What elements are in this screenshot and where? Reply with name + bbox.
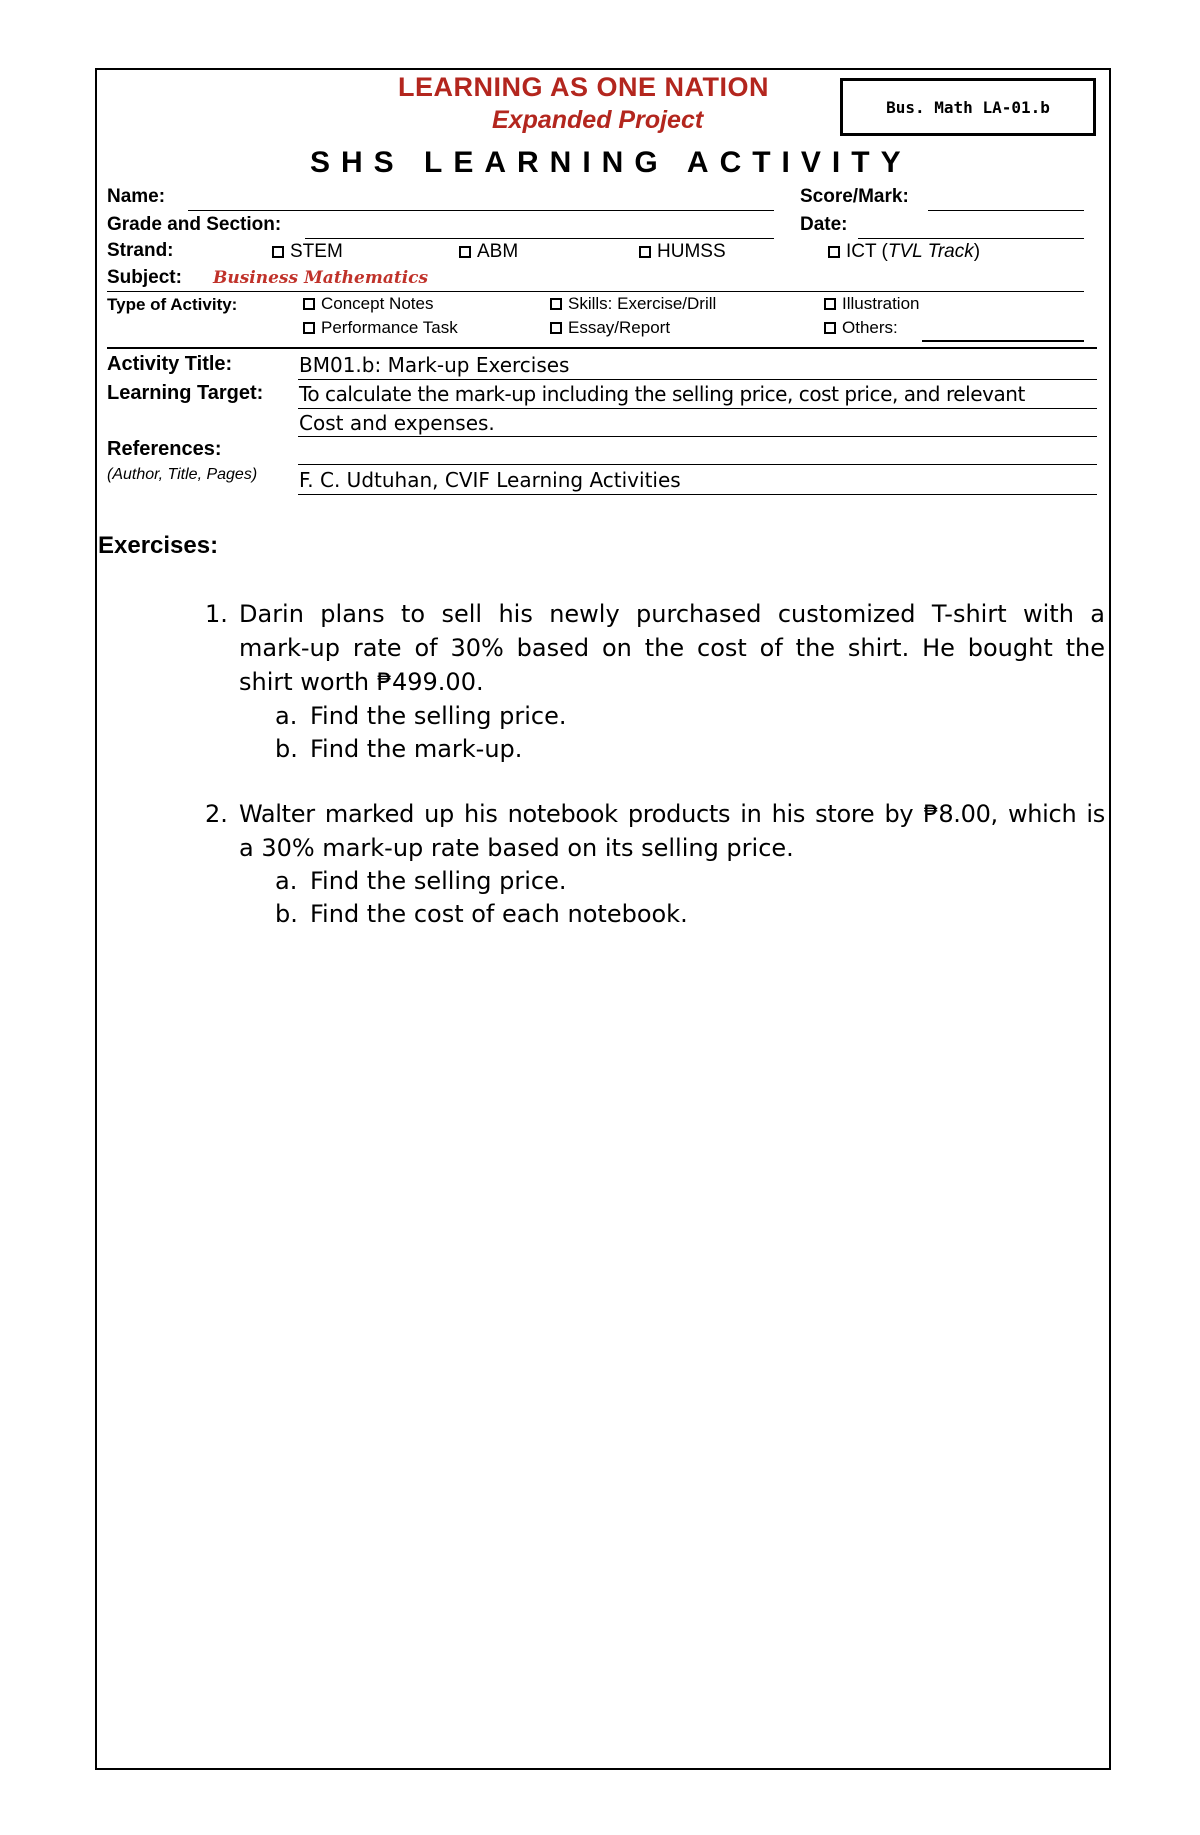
activity-title-value: BM01.b: Mark-up Exercises xyxy=(299,353,570,377)
checkbox-icon[interactable] xyxy=(303,298,315,310)
exercise-line: Darin plans to sell his newly purchased customized T-shirt with a xyxy=(239,600,1105,628)
type-option-essay-report[interactable] xyxy=(550,318,670,338)
subject-label: Subject: xyxy=(107,267,182,288)
checkbox-icon[interactable] xyxy=(550,298,562,310)
checkbox-icon[interactable] xyxy=(828,246,840,258)
type-option-label: Others: xyxy=(842,318,898,337)
strand-option-ict-track: TVL Track xyxy=(887,241,974,262)
strand-option-humss[interactable] xyxy=(639,241,726,263)
header-subtitle: Expanded Project xyxy=(492,106,704,134)
grade-section-field-line[interactable] xyxy=(305,238,774,239)
type-option-concept-notes[interactable] xyxy=(303,294,433,314)
exercise-number: 1. xyxy=(205,600,228,628)
strand-option-label: HUMSS xyxy=(657,241,726,262)
checkbox-icon[interactable] xyxy=(824,298,836,310)
type-option-label: Concept Notes xyxy=(321,294,434,313)
subject-divider xyxy=(107,291,1084,292)
strand-option-ict-label: ICT ( xyxy=(846,241,888,262)
exercise-line: mark-up rate of 30% based on the cost of the shirt. He bought the xyxy=(239,634,1105,662)
name-field-line[interactable] xyxy=(188,210,774,211)
activity-code-box xyxy=(840,78,1096,136)
references-value: F. C. Udtuhan, CVIF Learning Activities xyxy=(299,468,681,492)
section-divider xyxy=(107,347,1097,349)
type-option-performance-task[interactable] xyxy=(303,318,458,338)
checkbox-icon[interactable] xyxy=(550,322,562,334)
strand-option-ict[interactable] xyxy=(828,241,980,263)
checkbox-icon[interactable] xyxy=(459,246,471,258)
learning-target-line-2: Cost and expenses. xyxy=(299,411,495,435)
strand-option-ict-close: ) xyxy=(973,241,981,262)
exercise-number: 2. xyxy=(205,800,228,828)
date-field-line[interactable] xyxy=(858,238,1084,239)
exercise-line: shirt worth ₱499.00. xyxy=(239,668,484,696)
type-option-label: Illustration xyxy=(842,294,920,313)
strand-option-abm[interactable] xyxy=(459,241,518,263)
references-line-2 xyxy=(298,494,1097,495)
references-line-1 xyxy=(298,464,1097,465)
learning-target-line-1: To calculate the mark-up including the selling price, cost price, and relevant xyxy=(299,382,1025,406)
sub-item-letter: a. xyxy=(275,867,298,895)
sub-item-letter: b. xyxy=(275,900,298,928)
activity-title-line xyxy=(298,379,1097,380)
checkbox-icon[interactable] xyxy=(272,246,284,258)
exercise-line: Walter marked up his notebook products in his store by ₱8.00, which is xyxy=(239,800,1105,828)
name-label: Name: xyxy=(107,186,166,207)
activity-heading: SHS LEARNING ACTIVITY xyxy=(310,146,912,179)
sub-item-letter: b. xyxy=(275,735,298,763)
learning-target-label: Learning Target: xyxy=(107,382,264,404)
others-field-line[interactable] xyxy=(922,340,1084,342)
sub-item-text: Find the selling price. xyxy=(310,867,567,895)
header-title: LEARNING AS ONE NATION xyxy=(398,72,770,102)
learning-target-underline-2 xyxy=(298,436,1097,437)
date-label: Date: xyxy=(800,214,848,235)
references-hint: (Author, Title, Pages) xyxy=(107,466,258,483)
sub-item-text: Find the cost of each notebook. xyxy=(310,900,688,928)
type-option-label: Skills: Exercise/Drill xyxy=(568,294,717,313)
type-option-illustration[interactable] xyxy=(824,294,919,314)
exercise-line: a 30% mark-up rate based on its selling price. xyxy=(239,834,794,862)
sub-item-text: Find the mark-up. xyxy=(310,735,523,763)
sub-item-text: Find the selling price. xyxy=(310,702,567,730)
learning-target-underline-1 xyxy=(298,408,1097,409)
strand-option-label: ABM xyxy=(477,241,519,262)
strand-option-label: STEM xyxy=(290,241,343,262)
checkbox-icon[interactable] xyxy=(824,322,836,334)
type-option-others[interactable] xyxy=(824,318,898,338)
grade-section-label: Grade and Section: xyxy=(107,214,282,235)
references-label: References: xyxy=(107,438,222,460)
score-label: Score/Mark: xyxy=(800,186,909,207)
type-option-skills[interactable] xyxy=(550,294,716,314)
checkbox-icon[interactable] xyxy=(303,322,315,334)
type-option-label: Performance Task xyxy=(321,318,458,337)
activity-title-label: Activity Title: xyxy=(107,353,233,375)
type-option-label: Essay/Report xyxy=(568,318,671,337)
type-of-activity-label: Type of Activity: xyxy=(107,295,238,314)
subject-value: Business Mathematics xyxy=(213,268,429,288)
checkbox-icon[interactable] xyxy=(639,246,651,258)
sub-item-letter: a. xyxy=(275,702,298,730)
strand-option-stem[interactable] xyxy=(272,241,343,263)
exercises-heading: Exercises: xyxy=(98,532,219,559)
activity-code: Bus. Math LA-01.b xyxy=(886,97,1050,117)
score-field-line[interactable] xyxy=(928,210,1084,211)
strand-label: Strand: xyxy=(107,240,174,261)
